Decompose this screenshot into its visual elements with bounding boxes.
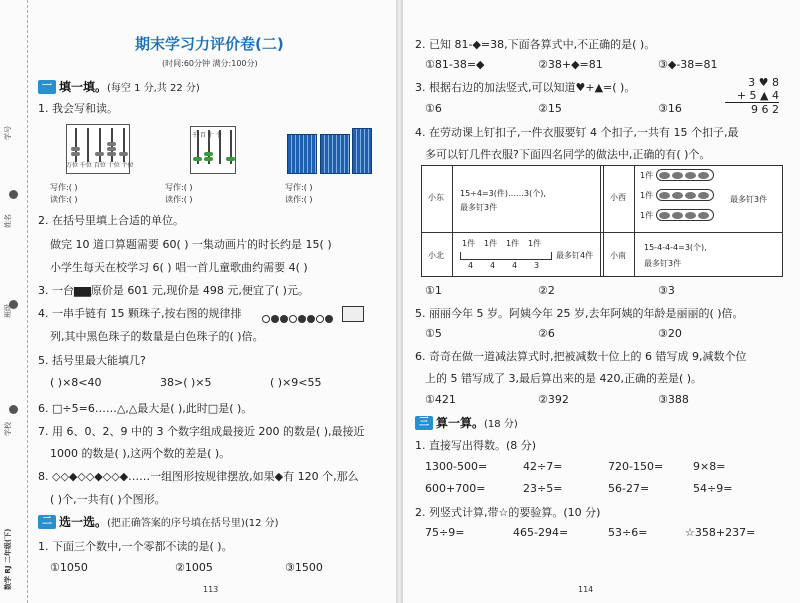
question-4-line-2: 多可以钉几件衣服?下面四名同学的做法中,正确的有( )个。 <box>425 148 711 161</box>
binding-margin <box>0 0 28 603</box>
counter-place-labels: 千 百 十 个 <box>192 132 222 139</box>
bead-icon <box>107 147 116 151</box>
bead-icon <box>204 152 213 156</box>
left-page <box>0 0 396 603</box>
question-5-item-2: 38>( )×5 <box>160 376 212 389</box>
calc-item: 42÷7= <box>523 460 563 473</box>
number-line-icon <box>460 252 552 260</box>
bead-icon <box>193 157 202 161</box>
table-divider <box>634 166 635 276</box>
calc-item: 9×8= <box>693 460 726 473</box>
question-6-line-1: 6. 奇奇在做一道减法算式时,把被减数十位上的 6 错写成 9,减数个位 <box>415 350 747 363</box>
option-2: ②1005 <box>175 561 213 574</box>
student-name: 小西 <box>610 193 626 202</box>
option-1: ①6 <box>425 102 442 115</box>
bead-icon <box>204 157 213 161</box>
binding-hole-icon <box>9 405 18 414</box>
option-1: ①1 <box>425 284 442 297</box>
margin-label-subject: 数学 RJ 二年级(下) <box>4 528 12 590</box>
question-8-line-2: ( )个,一共有( )个图形。 <box>50 493 166 506</box>
option-3: ③388 <box>658 393 689 406</box>
vertical-addition-row-1: 3 ♥ 8 <box>748 76 779 89</box>
calc-item: 600+700= <box>425 482 486 495</box>
option-1: ①1050 <box>50 561 88 574</box>
question-2-line-2: 小学生每天在校学习 6( ) 唱一首儿童歌曲约需要 4( ) <box>50 261 308 274</box>
question-1: 1. 我会写和读。 <box>38 102 118 115</box>
question-4-line-2: 列,其中黑色珠子的数量是白色珠子的( )倍。 <box>50 330 264 343</box>
section-2-header <box>38 513 279 530</box>
calc-item: 23÷5= <box>523 482 563 495</box>
section-title: 填一填。 <box>59 80 108 94</box>
white-bead-icon <box>316 315 324 323</box>
option-1: ①81-38=◆ <box>425 58 485 71</box>
abacus-rod <box>123 128 125 162</box>
question-5: 5. 丽丽今年 5 岁。阿姨今年 25 岁,去年阿姨的年龄是丽丽的( )倍。 <box>415 307 744 320</box>
section-2-question-1: 1. 下面三个数中,一个零都不读的是( )。 <box>38 540 233 553</box>
hundred-flat-icon <box>352 128 372 174</box>
bead-box-icon <box>342 306 364 322</box>
method-text: 最多钉3件 <box>460 203 498 212</box>
section-badge: 二 <box>38 515 56 529</box>
section-badge: 三 <box>415 416 433 430</box>
black-bead-icon <box>280 315 288 323</box>
question-3: 3. 一台▆▆原价是 601 元,现价是 498 元,便宜了( )元。 <box>38 284 309 297</box>
segment-number: 4 <box>490 261 496 270</box>
bead-icon <box>71 147 80 151</box>
question-7-line-1: 7. 用 6、0、2、9 中的 3 个数字组成最接近 200 的数是( ),最接近 <box>38 425 365 438</box>
vertical-addition-row-2: + 5 ▲ 4 <box>736 89 779 102</box>
oval-label: 1件 <box>640 171 654 180</box>
option-3: ③1500 <box>285 561 323 574</box>
student-name: 小南 <box>610 251 626 260</box>
option-2: ②38+◆=81 <box>538 58 603 71</box>
write-label-2: 写作:( ) <box>165 183 193 192</box>
bracelet-pattern-image <box>262 313 334 325</box>
question-2: 2. 已知 81-◆=38,下面各算式中,不正确的是( )。 <box>415 38 656 51</box>
method-text: 最多钉3件 <box>730 195 768 204</box>
abacus-place-labels: 万位 千位 百位 十位 个位 <box>66 162 134 169</box>
option-2: ②15 <box>538 102 562 115</box>
page-number: 114 <box>578 585 594 594</box>
option-1: ①5 <box>425 327 442 340</box>
abacus-rod <box>87 128 89 162</box>
method-text: 最多钉3件 <box>644 259 682 268</box>
right-page <box>403 0 800 603</box>
segment-label: 1件 <box>462 239 476 248</box>
option-3: ③20 <box>658 327 682 340</box>
calc-item: 1300-500= <box>425 460 488 473</box>
white-bead-icon <box>289 315 297 323</box>
calc-item: ☆358+237= <box>685 526 756 539</box>
calc-item: 56-27= <box>608 482 650 495</box>
bead-icon <box>226 157 235 161</box>
question-6: 6. □÷5=6……△,△最大是( ),此时□是( )。 <box>38 402 253 415</box>
option-1: ①421 <box>425 393 456 406</box>
question-3: 3. 根据右边的加法竖式,可以知道♥+▲=( )。 <box>415 81 636 94</box>
calc-item: 53÷6= <box>608 526 648 539</box>
segment-number: 4 <box>512 261 518 270</box>
margin-label-school: 学校 <box>4 422 12 436</box>
button-group-icon <box>656 209 714 221</box>
question-8-line-1: 8. ◇◇◆◇◇◆◇◇◆……一组图形按规律摆放,如果◆有 120 个,那么 <box>38 470 359 483</box>
section-note: (18 分) <box>484 419 518 430</box>
black-bead-icon <box>298 315 306 323</box>
bead-icon <box>95 152 104 156</box>
question-7-line-2: 1000 的数是( ),这两个数的差是( )。 <box>50 447 231 460</box>
section-badge: 一 <box>38 80 56 94</box>
button-group-icon <box>656 189 714 201</box>
segment-number: 3 <box>534 261 540 270</box>
option-2: ②6 <box>538 327 555 340</box>
student-name: 小北 <box>428 251 444 260</box>
black-bead-icon <box>271 315 279 323</box>
page-title: 期末学习力评价卷(二) <box>135 35 284 53</box>
calc-item: 54÷9= <box>693 482 733 495</box>
oval-label: 1件 <box>640 191 654 200</box>
calc-item: 75÷9= <box>425 526 465 539</box>
thousand-cube-icon <box>287 134 317 174</box>
option-3: ③◆-38=81 <box>658 58 718 71</box>
method-text: 15÷4=3(件)……3(个), <box>460 189 546 198</box>
read-label-2: 读作:( ) <box>165 195 193 204</box>
option-3: ③3 <box>658 284 675 297</box>
black-bead-icon <box>307 315 315 323</box>
write-label-1: 写作:( ) <box>50 183 78 192</box>
question-5-item-3: ( )×9<55 <box>270 376 322 389</box>
button-group-icon <box>656 169 714 181</box>
book-gutter <box>396 0 403 603</box>
question-2: 2. 在括号里填上合适的单位。 <box>38 214 184 227</box>
table-divider <box>422 232 782 233</box>
methods-table <box>421 165 783 277</box>
abacus-rod <box>75 128 77 162</box>
segment-label: 1件 <box>506 239 520 248</box>
page-number: 113 <box>203 585 219 594</box>
bead-icon <box>71 152 80 156</box>
question-4-line-1: 4. 一串手链有 15 颗珠子,按右图的规律排 <box>38 307 242 320</box>
option-2: ②392 <box>538 393 569 406</box>
bead-icon <box>107 142 116 146</box>
section-3-question-1: 1. 直接写出得数。(8 分) <box>415 439 537 452</box>
question-5: 5. 括号里最大能填几? <box>38 354 146 367</box>
bead-icon <box>119 152 128 156</box>
black-bead-icon <box>325 315 333 323</box>
segment-number: 4 <box>468 261 474 270</box>
table-divider <box>600 166 604 276</box>
student-name: 小东 <box>428 193 444 202</box>
section-note: (每空 1 分,共 22 分) <box>107 83 200 94</box>
abacus-rod <box>99 128 101 162</box>
section-title: 选一选。 <box>59 515 108 529</box>
question-6-line-2: 上的 5 错写成了 3,最后算出来的是 420,正确的差是( )。 <box>425 372 703 385</box>
margin-label-class: 班级 <box>4 304 12 318</box>
read-label-3: 读作:( ) <box>285 195 313 204</box>
section-note: (把正确答案的序号填在括号里)(12 分) <box>107 518 279 529</box>
oval-label: 1件 <box>640 211 654 220</box>
question-4-line-1: 4. 在劳动课上钉扣子,一件衣服要钉 4 个扣子,一共有 15 个扣子,最 <box>415 126 739 139</box>
segment-label: 1件 <box>484 239 498 248</box>
method-text: 最多钉4件 <box>556 251 594 260</box>
section-1-header <box>38 78 200 95</box>
section-title: 算一算。 <box>436 416 485 430</box>
option-3: ③16 <box>658 102 682 115</box>
binding-hole-icon <box>9 190 18 199</box>
margin-label-student-id: 学号 <box>4 126 12 140</box>
table-divider <box>452 166 453 276</box>
section-3-question-2: 2. 列竖式计算,带☆的要验算。(10 分) <box>415 506 601 519</box>
bead-icon <box>107 152 116 156</box>
white-bead-icon <box>262 315 270 323</box>
calc-item: 720-150= <box>608 460 664 473</box>
thousand-cube-icon <box>320 134 350 174</box>
margin-label-name: 姓名 <box>4 214 12 228</box>
section-3-header <box>415 414 518 431</box>
vertical-addition-result: 9 6 2 <box>751 103 779 116</box>
question-2-line-1: 做完 10 道口算题需要 60( ) 一集动画片的时长约是 15( ) <box>50 238 332 251</box>
option-2: ②2 <box>538 284 555 297</box>
calc-item: 465-294= <box>513 526 569 539</box>
segment-label: 1件 <box>528 239 542 248</box>
method-text: 15-4-4-4=3(个), <box>644 243 707 252</box>
write-label-3: 写作:( ) <box>285 183 313 192</box>
question-5-item-1: ( )×8<40 <box>50 376 102 389</box>
read-label-1: 读作:( ) <box>50 195 78 204</box>
exam-subtitle: (时间:60分钟 满分:100分) <box>162 59 258 68</box>
